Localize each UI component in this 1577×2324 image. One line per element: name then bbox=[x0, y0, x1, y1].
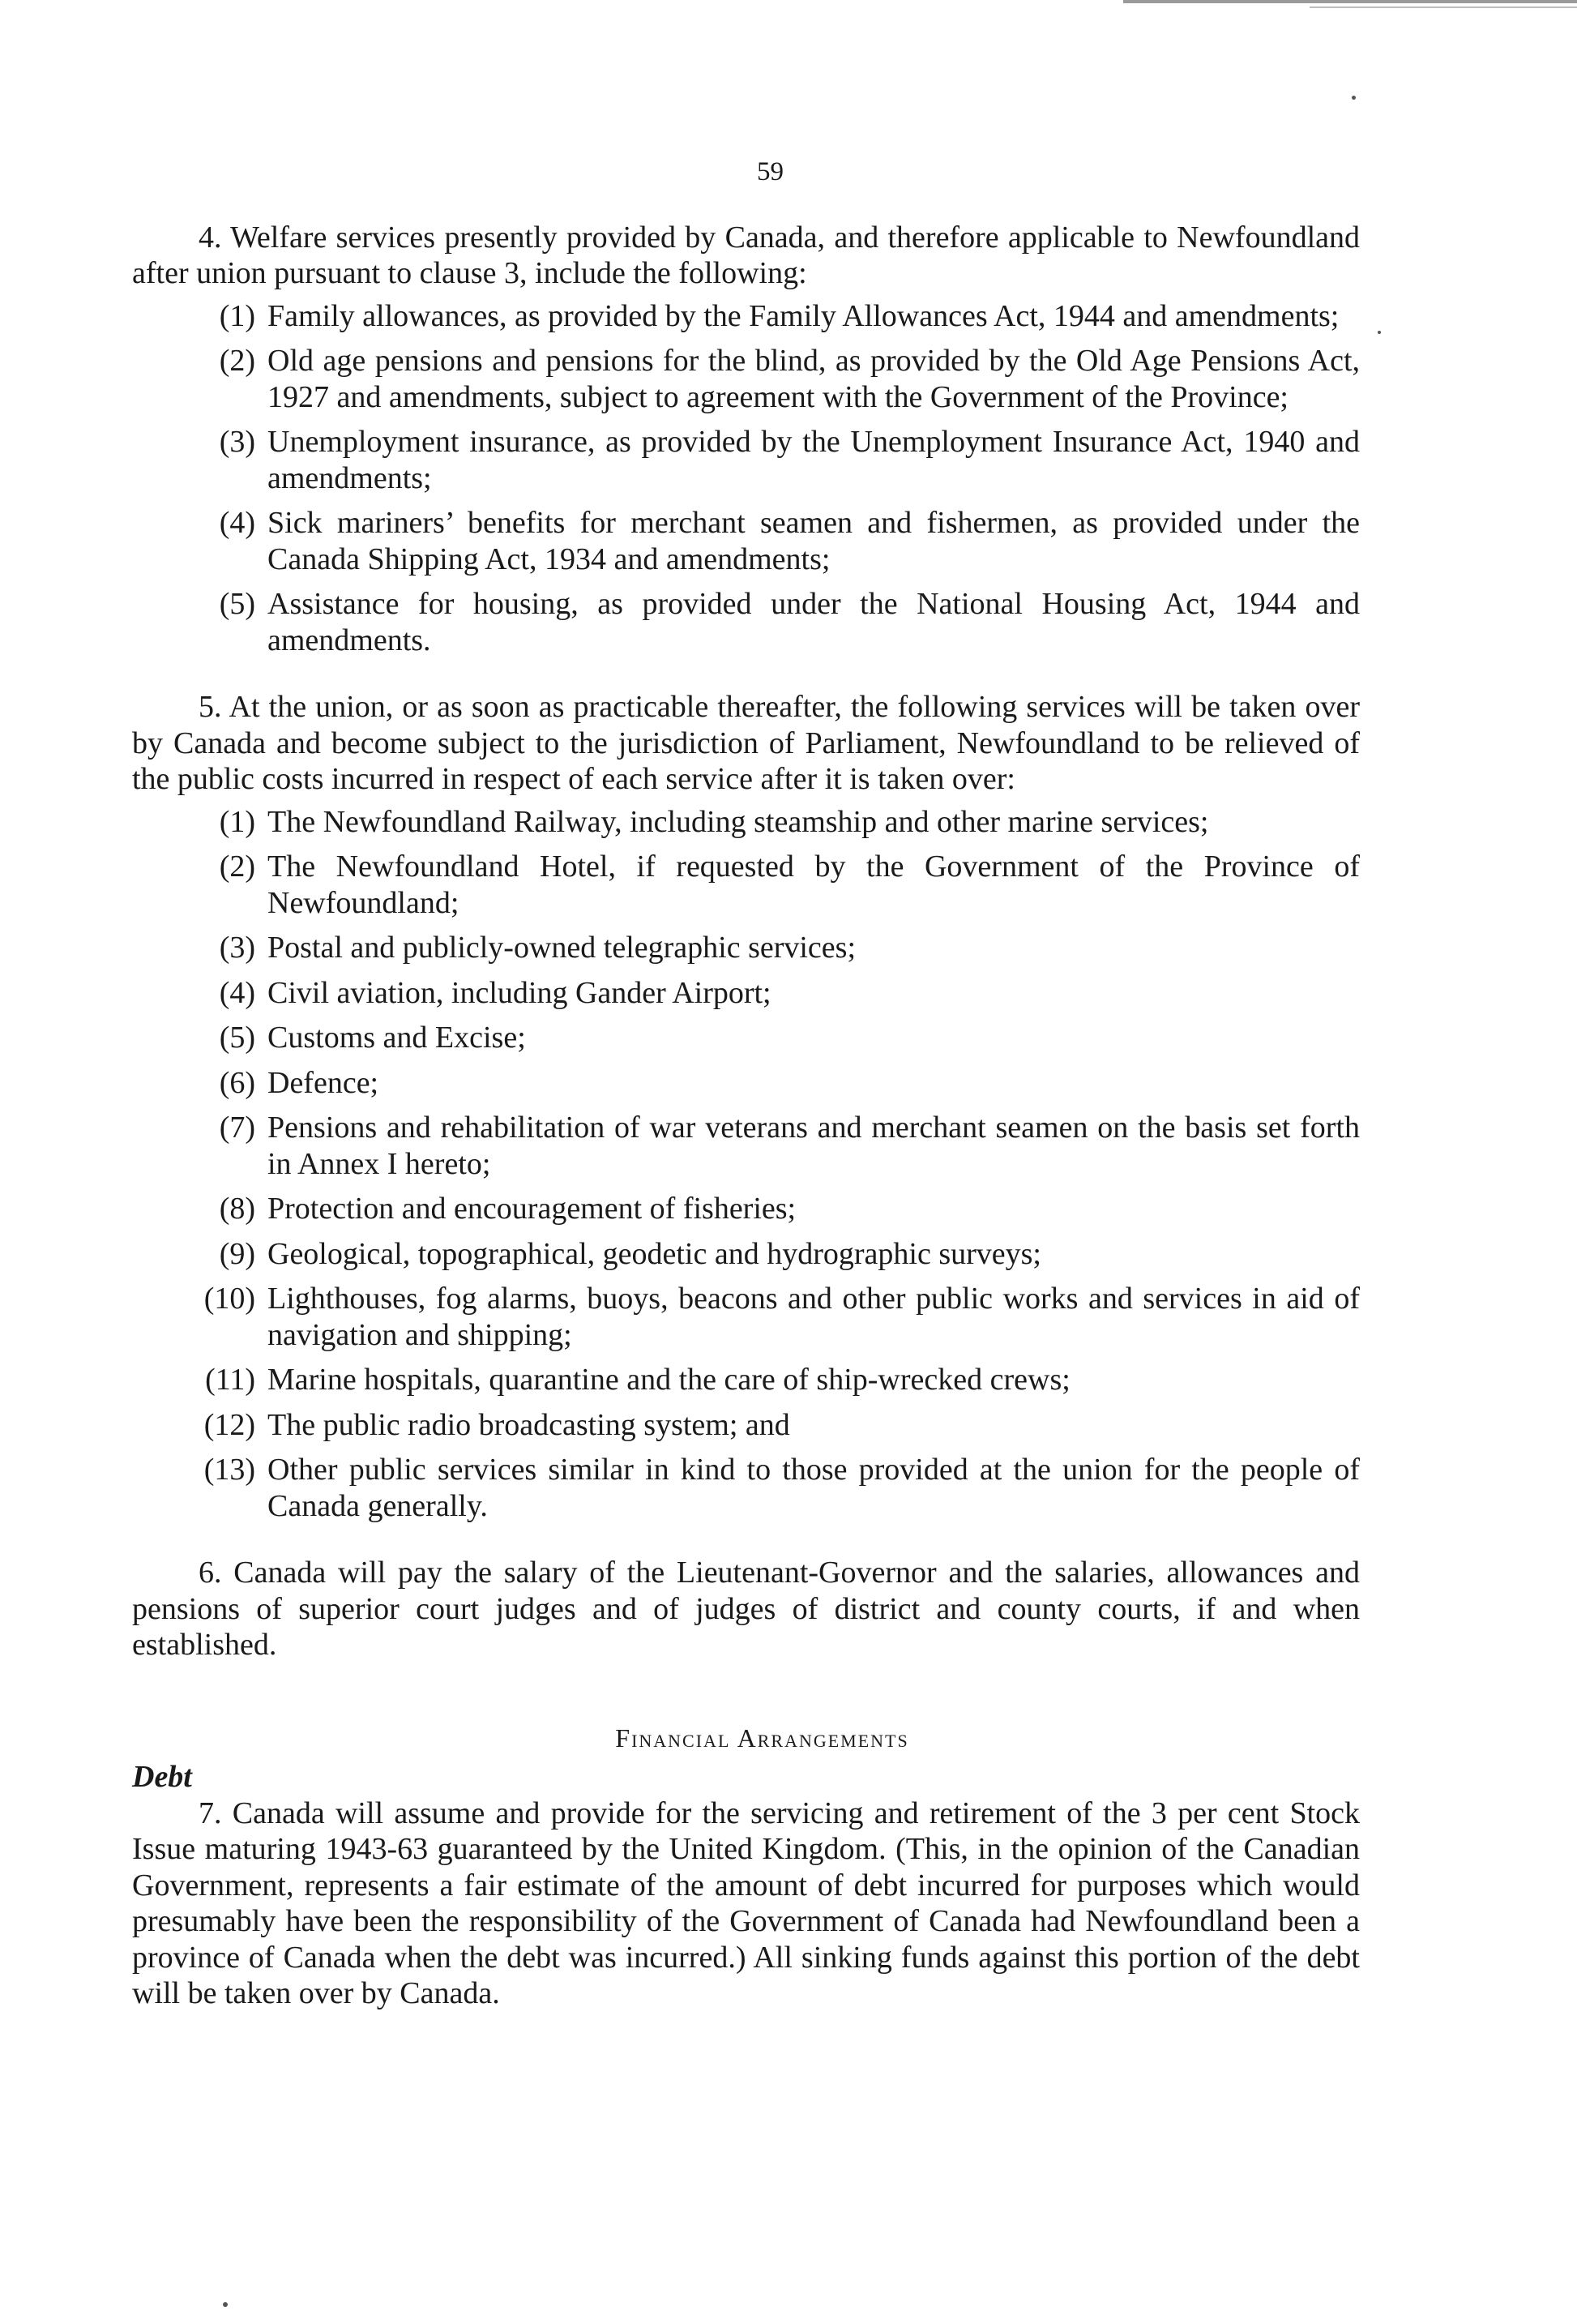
list-item bbox=[132, 1020, 1360, 1056]
list-item bbox=[132, 424, 1360, 496]
list-item bbox=[132, 586, 1360, 658]
list-item bbox=[132, 1236, 1360, 1273]
clause-4-list bbox=[132, 298, 1360, 659]
scan-edge-line bbox=[1123, 0, 1577, 3]
list-item bbox=[132, 1362, 1360, 1398]
clause-5-intro: 5. At the union, or as soon as practicable thereafter, the following services will be taken over by Canada and become subject to the jurisdiction of Parliament, Newfoundland to be relieved of the public costs incurred in respect of each service after it is taken over: bbox=[132, 690, 1360, 796]
list-item-number: (1) bbox=[219, 804, 255, 839]
list-item-text: The Newfoundland Railway, including steamship and other marine services; bbox=[267, 804, 1209, 839]
list-item-text: Unemployment insurance, as provided by the Unemployment Insurance Act, 1940 and amendments; bbox=[267, 425, 1360, 495]
list-item-number: (12) bbox=[203, 1407, 255, 1442]
list-item bbox=[132, 1191, 1360, 1227]
list-item-text: Pensions and rehabilitation of war veterans and merchant seamen on the basis set forth in Annex I hereto; bbox=[267, 1111, 1360, 1181]
list-item-number: (13) bbox=[203, 1453, 255, 1487]
subheading-debt: Debt bbox=[132, 1760, 192, 1794]
clause-4-intro: 4. Welfare services presently provided by Canada, and therefore applicable to Newfoundland after union pursuant to clause 3, include the following: bbox=[132, 220, 1360, 290]
list-item-number: (6) bbox=[219, 1065, 255, 1100]
scan-edge-line-secondary bbox=[1310, 6, 1577, 8]
list-item bbox=[132, 1281, 1360, 1353]
list-item-text: Protection and encouragement of fisheries; bbox=[267, 1192, 797, 1226]
list-item bbox=[132, 975, 1360, 1012]
page-number: 59 bbox=[757, 157, 784, 186]
list-item-number: (10) bbox=[203, 1282, 255, 1316]
list-item-number: (8) bbox=[219, 1192, 255, 1226]
list-item-text: The public radio broadcasting system; and bbox=[267, 1407, 790, 1442]
list-item bbox=[132, 298, 1360, 335]
list-item-number: (3) bbox=[219, 931, 255, 965]
list-item-text: Marine hospitals, quarantine and the care of ship-wrecked crews; bbox=[267, 1363, 1071, 1397]
list-item-number: (2) bbox=[219, 850, 255, 884]
scan-speck bbox=[1352, 96, 1356, 100]
list-item-number: (7) bbox=[219, 1111, 255, 1145]
list-item bbox=[132, 849, 1360, 921]
clause-5-list bbox=[132, 804, 1360, 1525]
list-item-text: Defence; bbox=[267, 1065, 379, 1100]
list-item-number: (5) bbox=[219, 1021, 255, 1055]
clause-6: 6. Canada will pay the salary of the Lieutenant-Governor and the salaries, allowances and pensions of superior court judges and of judges of district and county courts, if and when established. bbox=[132, 1556, 1360, 1662]
list-item-text: The Newfoundland Hotel, if requested by the Government of the Province of Newfoundland; bbox=[267, 850, 1360, 920]
list-item bbox=[132, 343, 1360, 415]
list-item-text: Customs and Excise; bbox=[267, 1021, 526, 1055]
scan-speck bbox=[1378, 331, 1381, 334]
document-page bbox=[132, 154, 1360, 2012]
list-item bbox=[132, 505, 1360, 577]
list-item-number: (4) bbox=[219, 975, 255, 1010]
list-item-text: Other public services similar in kind to those provided at the union for the people of Canada generally. bbox=[267, 1453, 1360, 1523]
list-item bbox=[132, 1065, 1360, 1102]
list-item-number: (1) bbox=[219, 298, 255, 333]
list-item-text: Family allowances, as provided by the Family Allowances Act, 1944 and amendments; bbox=[267, 298, 1340, 333]
list-item bbox=[132, 1110, 1360, 1182]
list-item-text: Lighthouses, fog alarms, buoys, beacons and other public works and services in aid of navigation and shipping; bbox=[267, 1282, 1360, 1352]
clause-7: 7. Canada will assume and provide for the servicing and retirement of the 3 per cent Stock Issue maturing 1943-63 guaranteed by the United Kingdom. (This, in the opinion of the Canadian Government, represents a fair estimate of the amount of debt incurred for purposes which would presumably have been the responsibility of the Government of Canada had Newfoundland been a province of Canada when the debt was incurred.) All sinking funds against this portion of the debt will be taken over by Canada. bbox=[132, 1795, 1360, 2010]
list-item bbox=[132, 1407, 1360, 1444]
list-item bbox=[132, 1452, 1360, 1524]
list-item-number: (11) bbox=[205, 1363, 255, 1397]
list-item-text: Civil aviation, including Gander Airport; bbox=[267, 975, 771, 1010]
list-item-text: Geological, topographical, geodetic and hydrographic surveys; bbox=[267, 1236, 1041, 1271]
list-item-number: (2) bbox=[219, 344, 255, 378]
list-item-number: (5) bbox=[219, 587, 255, 621]
list-item bbox=[132, 930, 1360, 966]
list-item-text: Old age pensions and pensions for the blind, as provided by the Old Age Pensions Act, 1927 and amendments, subject to agreement with the Government of the Province; bbox=[267, 344, 1360, 414]
scan-speck bbox=[223, 2302, 228, 2307]
list-item-number: (9) bbox=[219, 1236, 255, 1271]
list-item-text: Sick mariners’ benefits for merchant seamen and fishermen, as provided under the Canada Shipping Act, 1934 and amendments; bbox=[267, 506, 1360, 576]
list-item-number: (4) bbox=[219, 506, 255, 540]
section-heading: Financial Arrangements bbox=[615, 1723, 909, 1753]
list-item-text: Postal and publicly-owned telegraphic services; bbox=[267, 931, 857, 965]
list-item bbox=[132, 804, 1360, 841]
list-item-text: Assistance for housing, as provided under the National Housing Act, 1944 and amendments. bbox=[267, 587, 1360, 657]
list-item-number: (3) bbox=[219, 425, 255, 459]
